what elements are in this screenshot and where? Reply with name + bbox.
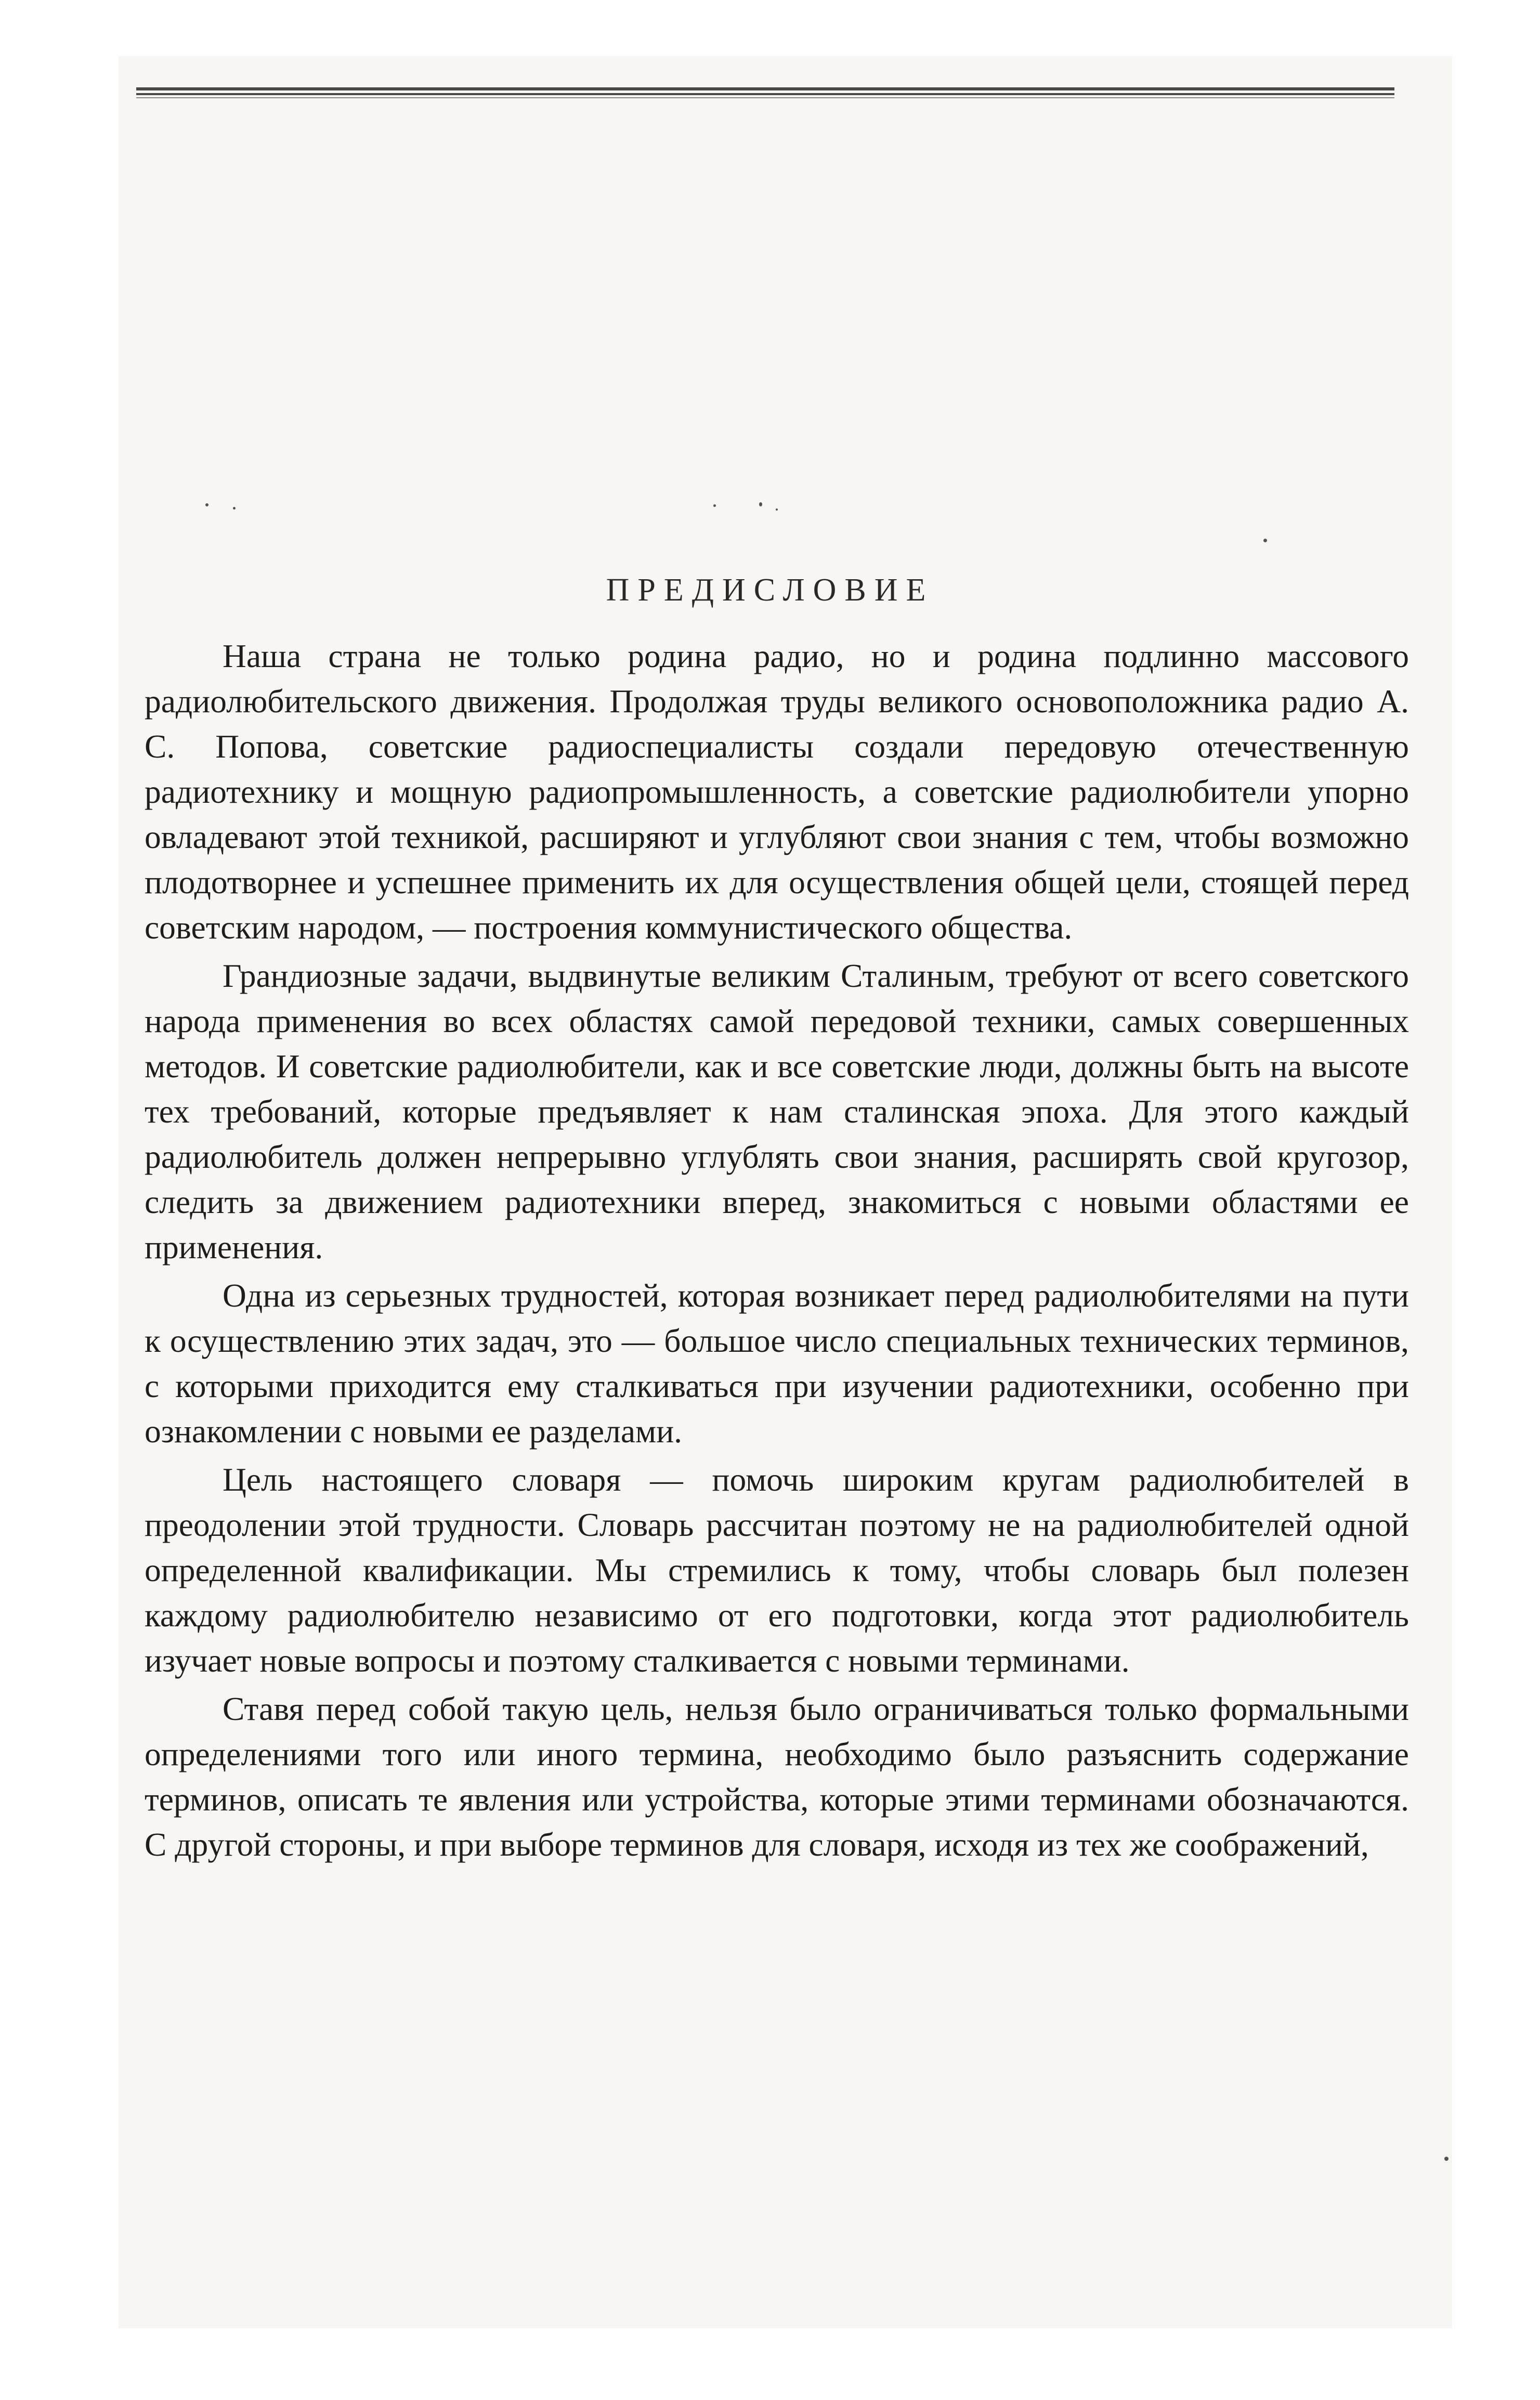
paragraph: Наша страна не только родина радио, но и родина подлинно массового радиолюбительского движения. Продолжая труды великого основоположника радио А. С. Попова, советские радиоспециалисты создали передовую отечественную радиотехнику и мощную радиопромышленность, а советские радиолюбители упорно овладевают этой техникой, расширяют и углубляют свои знания с тем, чтобы возможно плодотворнее и успешнее применить их для осуществления общей цели, стоящей перед советским народом, — построения коммунистического общества. bbox=[145, 637, 1409, 946]
paragraph: Цель настоящего словаря — помочь широким кругам радиолюбителей в преодолении этой трудности. Словарь рассчитан поэтому не на радиолюбителей одной определенной квалификации. Мы стремились к тому, чтобы словарь был полезен каждому радиолюбителю независимо от его подготовки, когда этот радиолюбитель изучает новые вопросы и поэтому сталкивается с новыми терминами. bbox=[145, 1461, 1409, 1679]
scan-speck bbox=[776, 508, 778, 511]
scan-speck bbox=[233, 507, 236, 510]
paragraph: Одна из серьезных трудностей, которая возникает перед радиолюбителями на пути к осуществлению этих задач, это — большое число специальных технических терминов, с которыми приходится ему сталкиваться при изучении радиотехники, особенно при ознакомлении с новыми ее разделами. bbox=[145, 1277, 1409, 1450]
paragraph: Грандиозные задачи, выдвинутые великим Сталиным, требуют от всего советского народа применения во всех областях самой передовой техники, самых совершенных методов. И советские радиолюбители, как и все советские люди, должны быть на высоте тех требований, которые предъявляет к нам сталинская эпоха. Для этого каждый радиолюбитель должен непрерывно углублять свои знания, расширять свой кругозор, следить за движением радиотехники вперед, знакомиться с новыми областями ее применения. bbox=[145, 957, 1409, 1266]
body-text bbox=[145, 633, 1409, 1870]
page-title: ПРЕДИСЛОВИЕ bbox=[606, 572, 934, 608]
scan-speck bbox=[205, 503, 208, 506]
top-rule bbox=[136, 86, 1394, 101]
scan-speck bbox=[1263, 539, 1267, 542]
scan-speck bbox=[1444, 2157, 1448, 2161]
scan-speck bbox=[713, 504, 716, 507]
rule-line-middle bbox=[136, 93, 1394, 95]
rule-line-thick bbox=[136, 87, 1394, 90]
paragraph: Ставя перед собой такую цель, нельзя было ограничиваться только формальными определениями того или иного термина, необходимо было разъяснить содержание терминов, описать те явления или устройства, которые этими терминами обозначаются. С другой стороны, и при выборе терминов для словаря, исходя из тех же соображений, bbox=[145, 1690, 1409, 1863]
scan-speck bbox=[759, 502, 762, 506]
rule-line-thin bbox=[136, 97, 1394, 98]
